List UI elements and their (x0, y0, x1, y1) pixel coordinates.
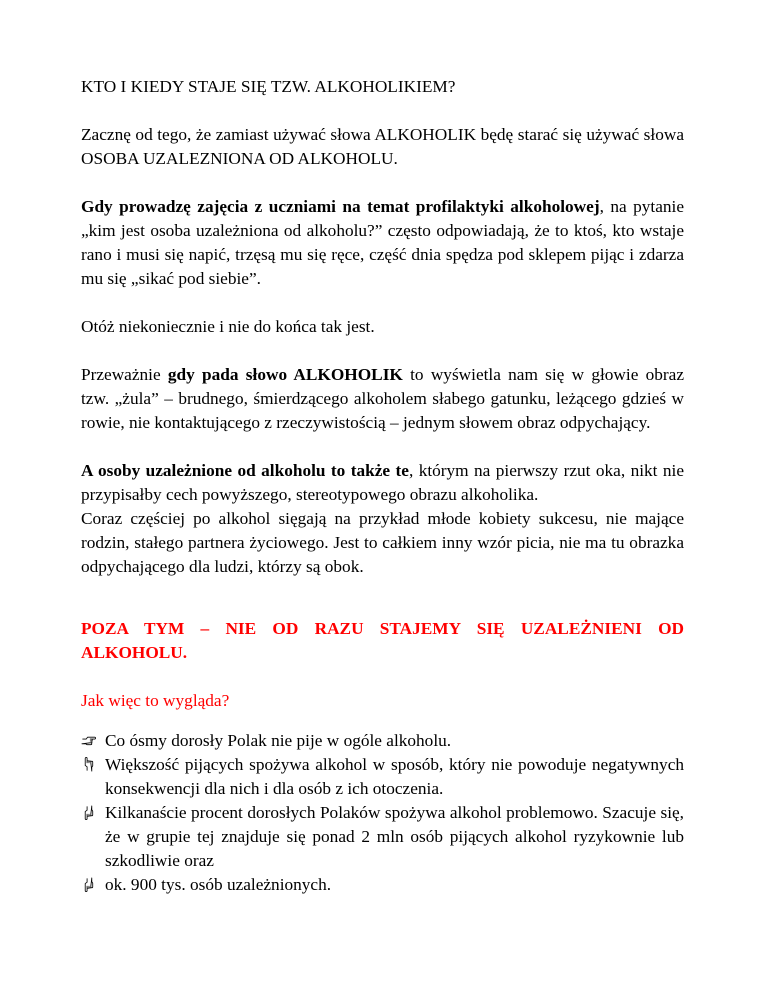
list-item (81, 801, 684, 873)
document-title: KTO I KIEDY STAJE SIĘ TZW. ALKOHOLIKIEM? (81, 77, 456, 96)
paragraph-terminology: Zacznę od tego, że zamiast używać słowa ALKOHOLIK będę starać się używać słowa OSOBA UZALEZNIONA OD ALKOHOLU. (81, 125, 684, 168)
list-item (81, 753, 684, 801)
bullet-text: Większość pijących spożywa alkohol w sposób, który nie powoduje negatywnych konsekwencji dla nich i dla osób z ich otoczenia. (105, 755, 684, 798)
paragraph-text: , którym na pierwszy rzut oka, nikt nie przypisałby cech powyższego, stereotypowego obrazu alkoholika. (81, 461, 685, 504)
hand-pointing-down-icon (81, 877, 96, 892)
hand-pointing-right-icon (81, 733, 96, 748)
document-page (81, 75, 684, 897)
red-question: Jak więc to wygląda? (81, 691, 230, 710)
bullet-text: ok. 900 tys. osób uzależnionych. (105, 875, 332, 894)
bold-phrase: A osoby uzależnione od alkoholu to także te (81, 461, 409, 480)
paragraph-stereotype (81, 363, 684, 435)
list-item (81, 729, 684, 753)
bullet-text: Kilkanaście procent dorosłych Polaków spożywa alkohol problemowo. Szacuje się, że w grupie tej znajduje się ponad 2 mln osób pijących alkohol ryzykownie lub szkodliwie oraz (105, 803, 684, 870)
bold-phrase: gdy pada słowo ALKOHOLIK (167, 365, 403, 384)
list-item (81, 873, 684, 897)
hand-pointing-up-icon (81, 757, 96, 772)
spacer (81, 603, 684, 617)
paragraph-text: Przeważnie (81, 365, 168, 384)
paragraph-students (81, 195, 684, 291)
paragraph-also-those (81, 459, 684, 507)
paragraph-text: , na pytanie „kim jest osoba uzależniona od alkoholu?” często odpowiadają, że to ktoś, kto wstaje rano i musi się napić, trzęsą mu się ręce, część dnia spędza pod sklepem pijąc i zdarza mu się „sikać pod siebie”. (81, 197, 684, 288)
paragraph-young-women: Coraz częściej po alkohol sięgają na przykład młode kobiety sukcesu, nie mające rodzin, stałego partnera życiowego. Jest to całkiem inny wzór picia, nie ma tu obrazka odpychającego dla ludzi, którzy są obok. (81, 509, 684, 576)
bullet-text: Co ósmy dorosły Polak nie pije w ogóle alkoholu. (105, 731, 452, 750)
hand-pointing-down-icon (81, 805, 96, 820)
paragraph-text: to wyświetla nam się w głowie obraz tzw. „żula” – brudnego, śmierdzącego alkoholem słabego gatunku, leżącego gdzieś w rowie, nie kontaktującego z rzeczywistością – jednym słowem obraz odpychający. (81, 365, 684, 432)
bullet-list (81, 729, 684, 897)
bold-phrase: Gdy prowadzę zajęcia z uczniami na temat profilaktyki alkoholowej (81, 197, 600, 216)
red-heading: POZA TYM – NIE OD RAZU STAJEMY SIĘ UZALEŻNIENI OD ALKOHOLU. (81, 619, 684, 662)
paragraph-not-necessarily: Otóż niekoniecznie i nie do końca tak jest. (81, 317, 375, 336)
